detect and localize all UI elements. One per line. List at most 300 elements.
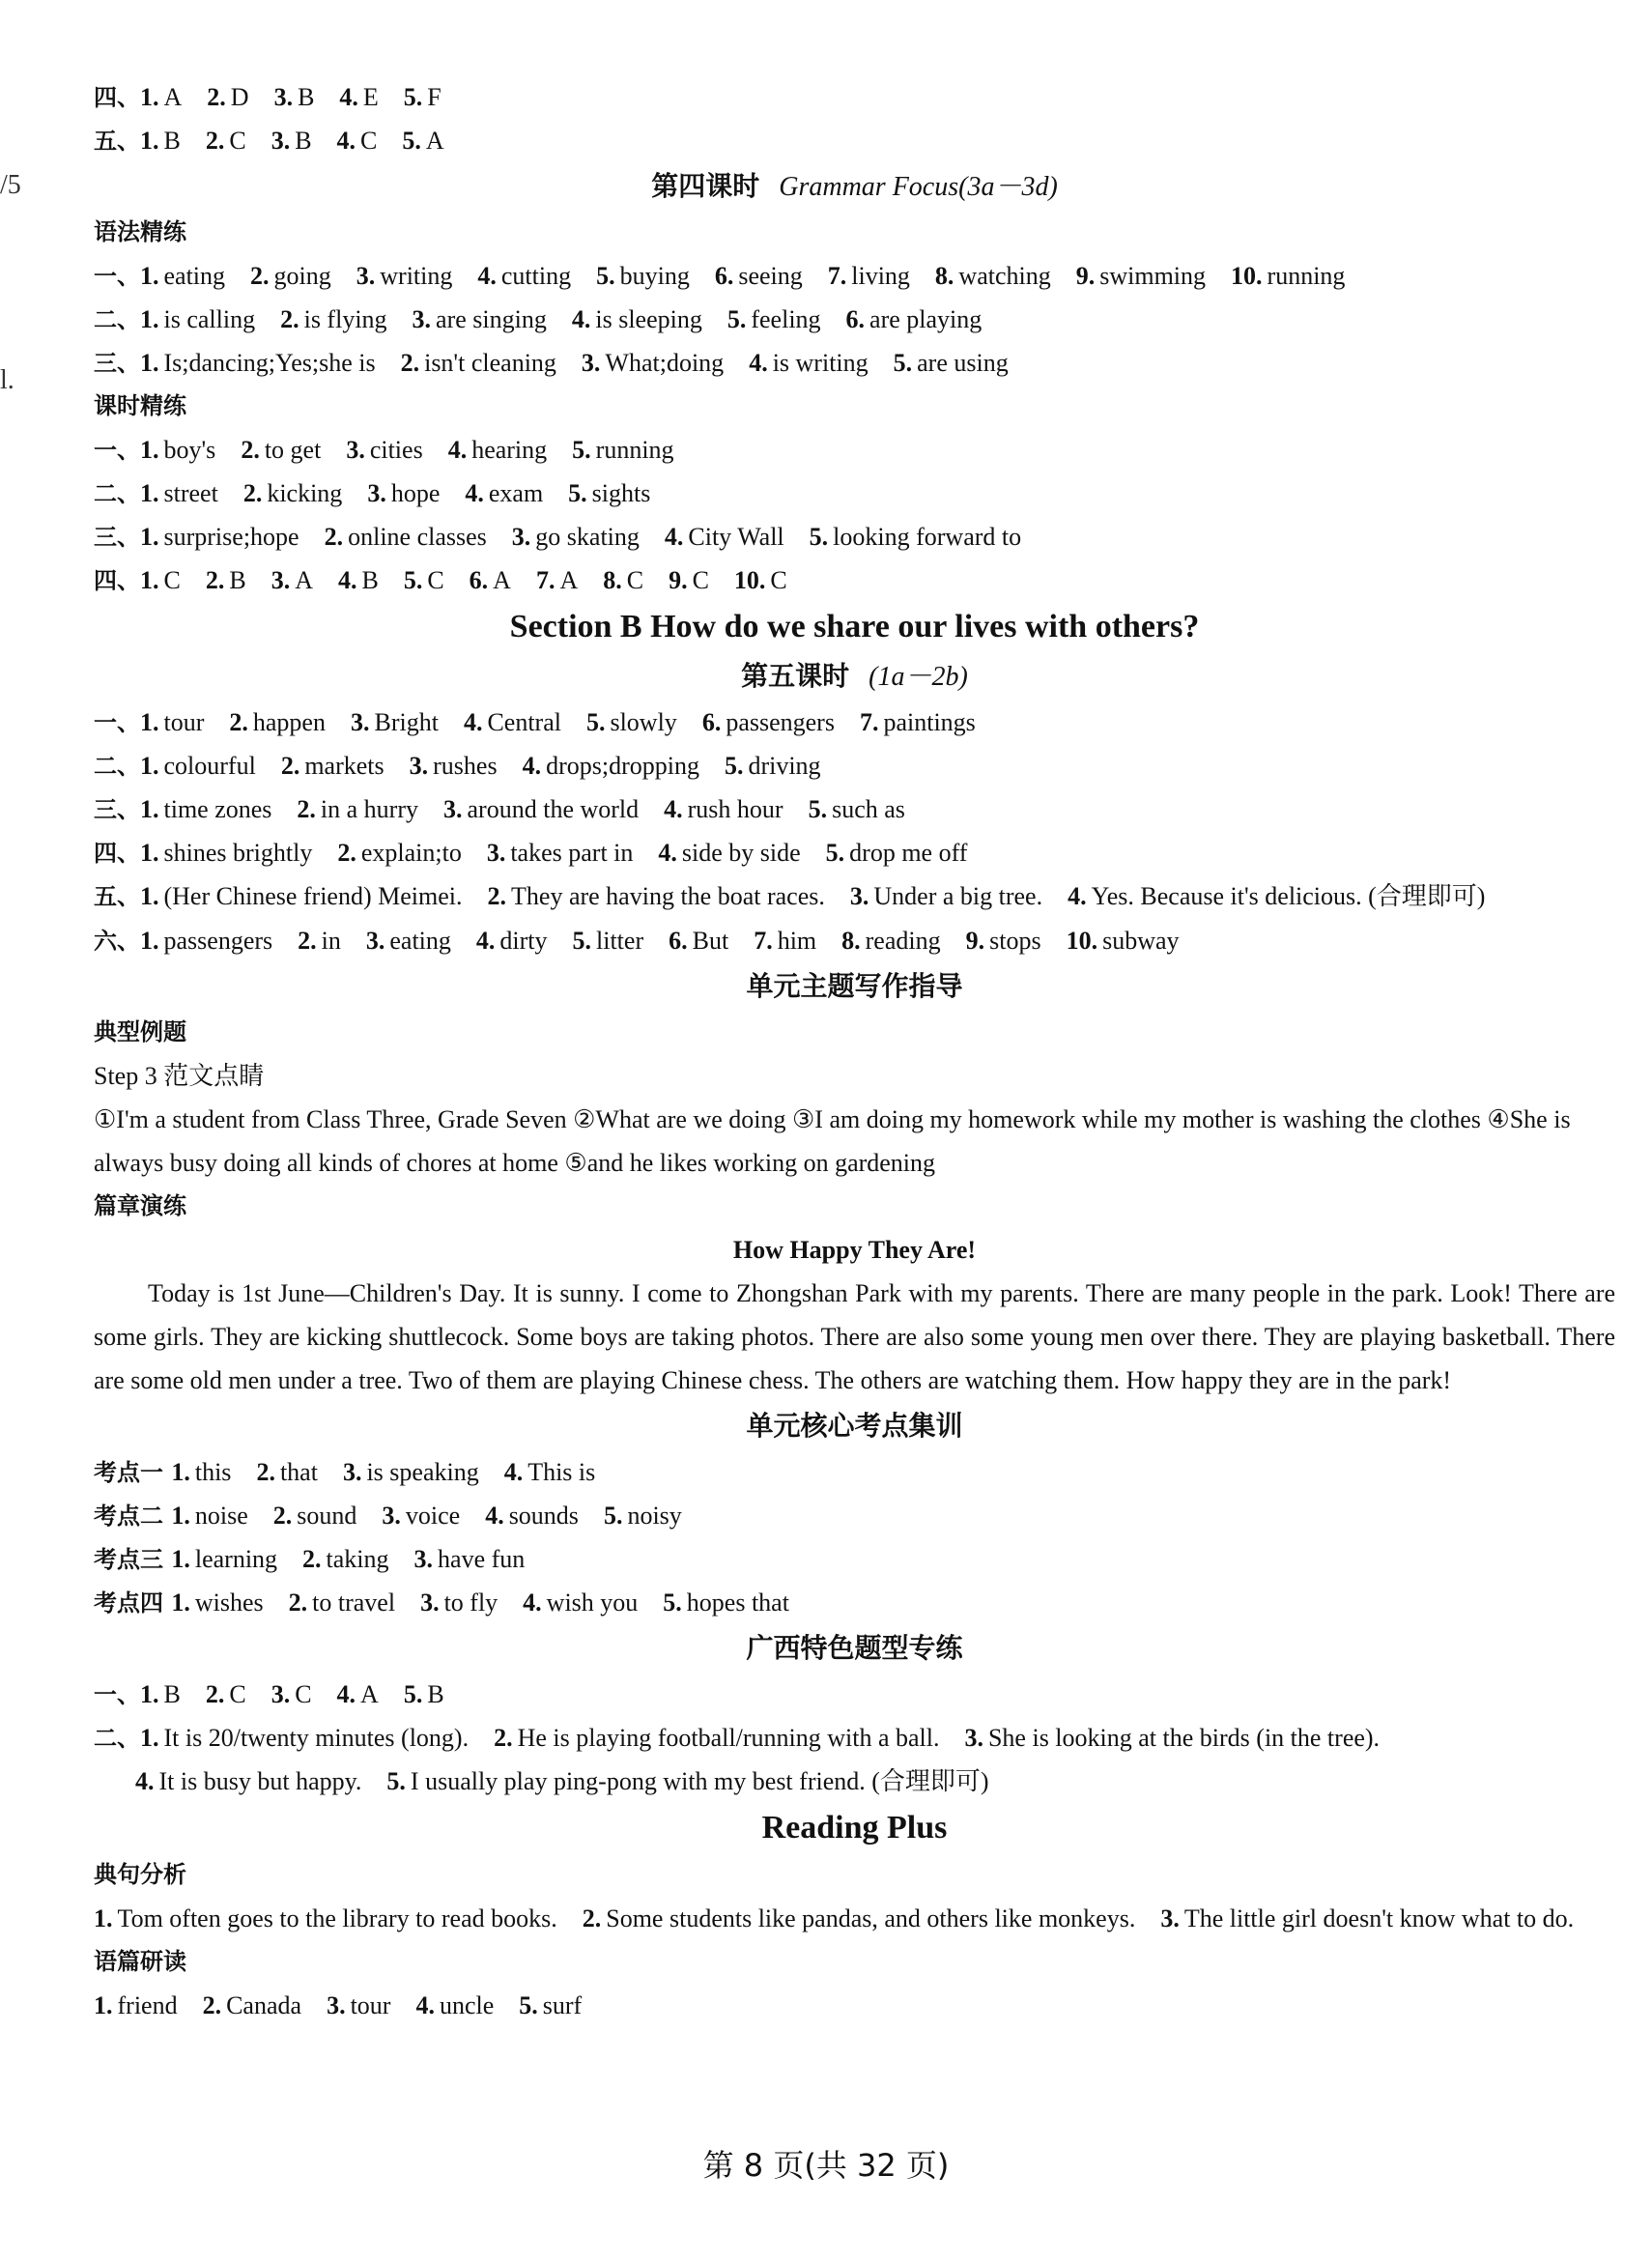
answer-text: B [427,1680,444,1708]
answer-item [207,75,248,119]
answer-item [206,119,246,162]
answer-number: 3. [367,479,386,507]
answer-item [338,558,379,602]
answer-text: eating [389,927,451,955]
answer-text: going [273,262,331,290]
answer-number: 1. [94,1904,113,1932]
lesson-title-cn: 广西特色题型专练 [746,1632,963,1664]
section-heading: Section B How do we share our lives with others? [509,609,1200,644]
answer-row [94,119,1615,162]
answer-number: 7. [859,708,879,736]
answer-item [229,701,326,744]
answer-text: A [295,566,313,594]
answer-text: shines brightly [163,839,313,867]
answer-text: Central [487,708,561,736]
answer-text: such as [832,795,905,823]
answer-text: C [770,566,787,594]
answer-number: 4. [658,839,677,867]
answer-text: in a hurry [320,795,419,823]
answer-text: D [230,83,249,111]
answer-item [271,1673,312,1716]
answer-text: litter [596,927,644,955]
answer-item [140,515,299,558]
answer-item [573,919,644,962]
question-group-label: 一、 [94,437,140,464]
answer-number: 6. [845,305,866,333]
answer-number: 4. [477,262,497,290]
answer-number: 5. [568,479,587,507]
answer-number: 2. [298,927,317,955]
answer-number: 2. [202,1991,222,2019]
answer-item [470,558,511,602]
answer-item [754,919,816,962]
answer-number: 5. [808,795,828,823]
answer-item [337,831,461,874]
lesson-title [94,652,1615,701]
answer-text: running [1267,262,1346,290]
answer-number: 1. [171,1545,190,1573]
answer-number: 1. [140,795,159,823]
answer-number: 3. [271,127,291,155]
answer-number: 3. [486,839,506,867]
answer-text: drops;dropping [546,752,699,780]
question-group-label: 五、 [94,883,140,910]
answer-number: 4. [465,479,484,507]
answer-item [171,1494,247,1537]
answer-number: 1. [140,83,159,111]
answer-text: Yes. Because it's delicious. (合理即可) [1091,882,1486,910]
answer-text: takes part in [510,839,634,867]
answer-number: 1. [140,1680,159,1708]
answer-text: wish you [546,1588,639,1617]
answer-number: 1. [171,1502,190,1530]
answer-item [140,744,256,787]
answer-item [271,119,312,162]
answer-number: 5. [403,566,423,594]
answer-number: 5. [893,349,913,377]
question-group-label: 一、 [94,263,140,290]
answer-row [94,1897,1615,1940]
answer-text: taking [326,1545,389,1573]
answer-item [519,1984,582,2027]
answer-text: E [362,83,379,111]
answer-item [448,428,547,472]
answer-text: She is looking at the birds (in the tree). [987,1724,1381,1752]
lesson-title [94,1624,1615,1673]
answer-number: 10. [1066,927,1098,955]
answer-text: looking forward to [833,523,1022,551]
answer-number: 1. [140,262,159,290]
answer-text: is speaking [366,1458,479,1486]
model-sentences: ①I'm a student from Class Three, Grade Seven ②What are we doing ③I am doing my homework while my mother is washing the clothes ④She is always busy doing all kinds of chores at home ⑤and he likes working on gardening [94,1105,1571,1177]
answer-number: 1. [140,927,159,955]
answer-item [140,428,215,472]
question-group-label: 二、 [94,480,140,507]
answer-item [135,1760,361,1803]
answer-text: passengers [726,708,835,736]
answer-number: 4. [463,708,483,736]
answer-text: drop me off [849,839,968,867]
answer-number: 5. [809,523,829,551]
answer-text: Some students like pandas, and others like monkeys. [606,1904,1136,1932]
answer-text: time zones [163,795,272,823]
answer-text: C [229,127,246,155]
answer-text: They are having the boat races. [511,882,825,910]
answer-item [206,558,246,602]
answer-number: 1. [140,305,159,333]
answer-text: dirty [499,927,548,955]
answer-text: It is busy but happy. [158,1767,362,1795]
answer-text: rushes [433,752,498,780]
answer-text: this [194,1458,232,1486]
answer-number: 3. [382,1502,401,1530]
answer-number: 4. [135,1767,155,1795]
answer-text: City Wall [688,523,784,551]
answer-text: subway [1102,927,1180,955]
answer-text: have fun [438,1545,526,1573]
answer-item [846,298,983,341]
answer-text: is calling [163,305,256,333]
answer-item [337,1673,379,1716]
answer-item [734,558,787,602]
answer-item [404,558,444,602]
answer-item [273,1494,357,1537]
answer-item [410,744,498,787]
answer-item [280,298,386,341]
answer-item [658,831,800,874]
answer-number: 2. [297,795,316,823]
answer-text: to fly [443,1588,498,1617]
answer-number: 1. [140,349,159,377]
answer-number: 6. [701,708,722,736]
answer-text: in [321,927,341,955]
answer-text: B [298,83,315,111]
answer-item [298,919,341,962]
text-line: Step 3 范文点睛 [94,1062,265,1090]
answer-item [413,298,547,341]
answer-item [826,831,968,874]
answer-item [140,831,312,874]
answer-item [401,341,556,385]
answer-number: 4. [447,436,468,464]
margin-mark-2: l. [0,365,14,395]
answer-number: 1. [140,479,159,507]
answer-text: boy's [163,436,216,464]
answer-number: 9. [965,927,985,955]
answer-text: Under a big tree. [873,882,1043,910]
answer-text: C [427,566,444,594]
answer-item [841,919,940,962]
answer-text: sound [297,1502,357,1530]
answer-text: Bright [374,708,439,736]
answer-number: 3. [511,523,531,551]
answer-text: A [360,1680,379,1708]
answer-text: kicking [267,479,343,507]
question-group-label: 考点一 [94,1459,172,1486]
answer-number: 2. [242,479,263,507]
answer-text: to travel [312,1588,396,1617]
answer-number: 4. [523,1588,542,1617]
answer-text: swimming [1099,262,1207,290]
answer-text: stops [989,927,1041,955]
question-group-label: 二、 [94,753,140,780]
question-group-label: 四、 [94,567,140,594]
answer-item [402,119,443,162]
answer-item [171,1581,263,1624]
answer-text: B [163,127,181,155]
answer-row [94,787,1615,831]
answer-number: 5. [724,752,744,780]
answer-item [603,558,643,602]
lesson-title [94,1402,1615,1450]
answer-text: What;doing [605,349,725,377]
answer-text: uncle [439,1991,495,2019]
answer-text: B [229,566,246,594]
answer-text: It is 20/twenty minutes (long). [163,1724,470,1752]
answer-number: 2. [400,349,420,377]
answer-number: 1. [140,882,159,910]
answer-number: 1. [140,436,159,464]
answer-text: seeing [738,262,803,290]
answer-item [964,1716,1380,1760]
answer-number: 7. [754,927,773,955]
answer-item [241,428,321,472]
answer-text: A [559,566,579,594]
answer-number: 2. [337,839,356,867]
answer-item [243,472,343,515]
answer-text: tour [350,1991,391,2019]
answer-text: is writing [772,349,869,377]
answer-number: 10. [1231,262,1263,290]
answer-text: tour [163,708,205,736]
answer-item [809,787,905,831]
answer-number: 2. [582,1904,602,1932]
answer-text: happen [252,708,326,736]
answer-item [140,298,255,341]
answer-text: voice [405,1502,461,1530]
answer-row [94,874,1615,919]
answer-row [94,1760,1615,1803]
answer-number: 4. [571,305,591,333]
answer-text: wishes [194,1588,264,1617]
answer-number: 1. [140,566,159,594]
answer-row [94,1450,1615,1494]
answer-item [485,1494,579,1537]
answer-number: 1. [140,839,159,867]
answer-number: 2. [207,83,226,111]
answer-number: 6. [714,262,734,290]
section-label: 篇章演练 [94,1192,186,1219]
answer-text: hope [390,479,441,507]
answer-number: 2. [250,262,270,290]
answer-number: 3. [346,436,365,464]
answer-row [94,298,1615,341]
lesson-title [94,962,1615,1011]
answer-row [94,744,1615,787]
answer-item [337,119,378,162]
answer-text: hopes that [686,1588,789,1617]
answer-text: side by side [681,839,801,867]
question-group-label: 三、 [94,350,140,377]
answer-text: But [692,927,729,955]
answer-item [596,254,690,298]
answer-text: noise [194,1502,248,1530]
question-group-label: 二、 [94,1725,140,1752]
question-group-label: 一、 [94,709,140,736]
answer-item [339,75,378,119]
answer-text: explain;to [360,839,462,867]
answer-item [572,428,673,472]
answer-item [140,919,272,962]
answer-text: friend [117,1991,178,2019]
answer-text: C [626,566,644,594]
answer-number: 3. [849,882,869,910]
lesson-title-cn: 第四课时 [651,170,760,202]
answer-number: 2. [256,1458,275,1486]
answer-number: 3. [365,927,385,955]
answer-number: 7. [535,566,555,594]
answer-item [414,1537,526,1581]
answer-row [94,1716,1615,1760]
question-group-label: 二、 [94,306,140,333]
answer-text: reading [865,927,941,955]
answer-row [94,515,1615,558]
answer-number: 3. [964,1724,983,1752]
answer-text: watching [958,262,1051,290]
answer-row [94,75,1615,119]
answer-text: The little girl doesn't know what to do. [1183,1904,1575,1932]
lesson-title-cn: 单元主题写作指导 [746,970,963,1002]
answer-text: slowly [610,708,677,736]
answer-number: 3. [420,1588,440,1617]
answer-text: exam [488,479,544,507]
answer-item [810,515,1021,558]
answer-text: buying [619,262,690,290]
answer-text: is flying [303,305,387,333]
answer-number: 3. [327,1991,346,2019]
answer-number: 8. [841,927,861,955]
answer-number: 9. [1075,262,1096,290]
answer-row [94,1673,1615,1716]
answer-item [828,254,910,298]
answer-text: C [360,127,378,155]
answer-text: him [777,927,817,955]
answer-text: eating [163,262,226,290]
answer-item [1067,919,1180,962]
answer-item [203,1984,301,2027]
answer-item [663,1581,789,1624]
lesson-title-en: Grammar Focus(3a－3d) [779,172,1058,202]
answer-number: 5. [386,1767,406,1795]
answer-item [512,515,640,558]
answer-item [256,1450,318,1494]
answer-text: surprise;hope [163,523,299,551]
answer-item [464,701,561,744]
answer-number: 4. [664,523,684,551]
answer-item [477,254,571,298]
answer-text: C [295,1680,312,1708]
answer-number: 1. [94,1991,113,2019]
answer-text: are using [917,349,1009,377]
answer-item [665,515,784,558]
answer-number: 4. [336,1680,356,1708]
answer-item [325,515,487,558]
answer-number: 4. [1068,882,1087,910]
answer-number: 2. [494,1724,513,1752]
answer-item [1068,874,1485,918]
answer-number: 2. [229,708,248,736]
answer-item [420,1581,498,1624]
answer-item [140,472,218,515]
answer-item [727,298,821,341]
question-group-label: 六、 [94,928,140,955]
answer-row [94,254,1615,298]
answer-item [140,254,225,298]
answer-item [404,1673,444,1716]
answer-text: Canada [226,1991,302,2019]
answer-item [327,1984,390,2027]
answer-number: 6. [669,927,688,955]
answer-number: 5. [596,262,615,290]
answer-item [488,874,825,918]
answer-item [860,701,976,744]
answer-text: C [692,566,709,594]
answer-text: is sleeping [595,305,702,333]
answer-item [1076,254,1206,298]
answer-item [1231,254,1345,298]
answer-item [404,75,441,119]
answer-row [94,428,1615,472]
question-group-label: 五、 [94,128,140,155]
answer-text: online classes [348,523,487,551]
answer-text: running [595,436,674,464]
answer-item [206,1673,246,1716]
answer-number: 3. [271,1680,291,1708]
section-label: 课时精练 [94,392,186,419]
answer-text: living [851,262,910,290]
answer-item [140,558,181,602]
answer-number: 3. [581,349,601,377]
answer-item [935,254,1051,298]
answer-row [94,1537,1615,1581]
answer-item [523,744,699,787]
answer-item [171,1450,231,1494]
answer-text: noisy [627,1502,682,1530]
answer-item [356,254,453,298]
answer-number: 7. [827,262,847,290]
answer-item [297,787,418,831]
answer-item [140,1716,469,1760]
answer-item [289,1581,395,1624]
answer-text: cities [369,436,423,464]
answer-text: cutting [500,262,572,290]
answer-text: surf [542,1991,583,2019]
answer-item [604,1494,682,1537]
answer-number: 1. [140,1724,159,1752]
answer-number: 9. [669,566,688,594]
answer-item [465,472,543,515]
question-group-label: 考点四 [94,1589,172,1617]
answer-item [94,1984,178,2027]
answer-number: 3. [413,1545,434,1573]
answer-item [140,874,463,918]
answer-item [1160,1897,1574,1940]
answer-text: markets [304,752,385,780]
answer-row [94,558,1615,602]
answer-item [749,341,868,385]
answer-item [523,1581,638,1624]
answer-item [568,472,650,515]
